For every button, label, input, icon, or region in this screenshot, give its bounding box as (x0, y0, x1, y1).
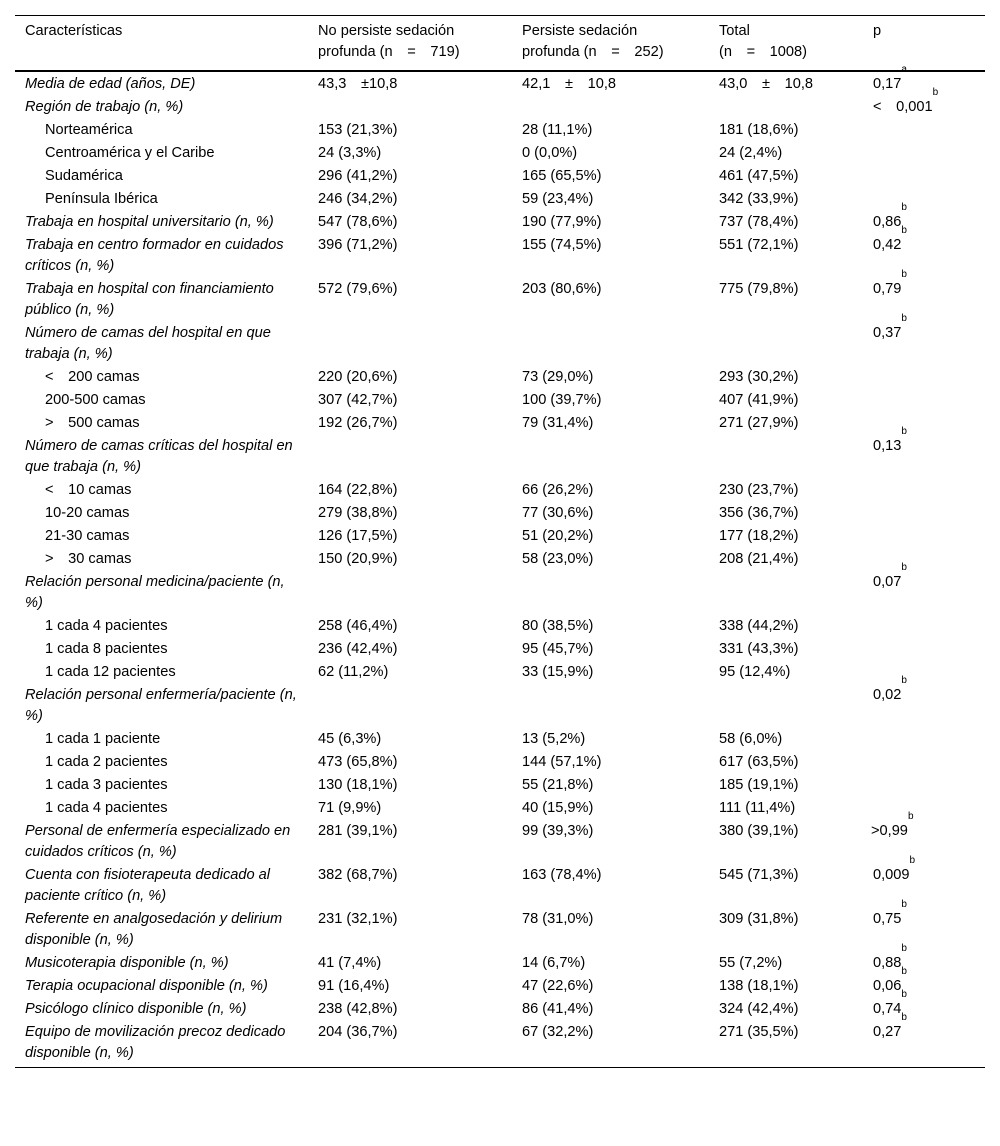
cell-p-value (863, 943, 985, 975)
p-value: 0,06 (873, 978, 902, 994)
cell-p-value (863, 966, 985, 998)
cell-persiste: 59 (23,4%) (522, 191, 594, 207)
table-row (15, 278, 985, 322)
cell-total: 271 (27,9%) (719, 415, 799, 431)
p-footnote-mark: b (901, 225, 907, 236)
cell-p-value (863, 502, 985, 525)
cell-no-persiste: 572 (79,6%) (318, 281, 398, 297)
cell-p-value (863, 188, 985, 211)
table-row (15, 234, 985, 278)
p-value: 0,37 (873, 325, 902, 341)
table-row (15, 797, 985, 820)
cell-persiste: 14 (6,7%) (522, 955, 586, 971)
row-label: 1 cada 4 pacientes (45, 618, 168, 634)
p-footnote-mark: b (901, 899, 907, 910)
table-row (15, 684, 985, 728)
p-value: 0,13 (873, 438, 902, 454)
table-row (15, 479, 985, 502)
cell-p-value (863, 811, 985, 864)
cell-no-persiste: 231 (32,1%) (318, 911, 398, 927)
cell-p-value (863, 426, 985, 479)
table-row (15, 412, 985, 435)
cell-p-value (863, 64, 985, 96)
cell-p-value (863, 366, 985, 389)
row-label: > 30 camas (45, 551, 132, 567)
cell-no-persiste: 71 (9,9%) (318, 800, 382, 816)
cell-persiste (512, 435, 709, 479)
row-label: 10-20 camas (45, 505, 130, 521)
cell-total: 338 (44,2%) (719, 618, 799, 634)
cell-persiste: 190 (77,9%) (522, 214, 602, 230)
cell-no-persiste: 307 (42,7%) (318, 392, 398, 408)
cell-no-persiste: 246 (34,2%) (318, 191, 398, 207)
table-row (15, 638, 985, 661)
row-label: Terapia ocupacional disponible (n, %) (25, 978, 268, 994)
cell-total: 737 (78,4%) (719, 214, 799, 230)
cell-total (709, 435, 863, 479)
table-row (15, 525, 985, 548)
p-value: 0,86 (873, 214, 902, 230)
cell-persiste: 165 (65,5%) (522, 168, 602, 184)
cell-p-value (863, 412, 985, 435)
p-footnote-mark: b (901, 675, 907, 686)
cell-p-value (863, 313, 985, 366)
cell-persiste: 55 (21,8%) (522, 777, 594, 793)
cell-no-persiste: 43,3 ±10,8 (318, 76, 398, 92)
cell-p-value (863, 1012, 985, 1068)
table-row (15, 998, 985, 1021)
table-container (15, 15, 985, 1068)
cell-persiste (512, 571, 709, 615)
row-label: Península Ibérica (45, 191, 158, 207)
cell-total (709, 96, 863, 119)
cell-persiste: 99 (39,3%) (522, 823, 594, 839)
table-row (15, 165, 985, 188)
header-no-persiste: No persiste sedación profunda (n = 719) (318, 23, 460, 60)
p-footnote-mark: b (901, 269, 907, 280)
cell-no-persiste: 62 (11,2%) (318, 664, 389, 680)
cell-persiste (512, 96, 709, 119)
p-value: 0,17 (873, 76, 902, 92)
row-label: Relación personal medicina/paciente (n, %) (25, 574, 285, 611)
cell-persiste: 13 (5,2%) (522, 731, 586, 747)
cell-p-value (863, 728, 985, 751)
table-row (15, 774, 985, 797)
table-row (15, 211, 985, 234)
cell-persiste: 100 (39,7%) (522, 392, 602, 408)
p-value: 0,79 (873, 281, 902, 297)
cell-total: 111 (11,4%) (719, 800, 796, 816)
cell-p-value (863, 899, 985, 952)
cell-no-persiste: 547 (78,6%) (318, 214, 398, 230)
cell-p-value (863, 548, 985, 571)
cell-persiste: 0 (0,0%) (522, 145, 578, 161)
cell-total: 617 (63,5%) (719, 754, 799, 770)
row-label: 200-500 camas (45, 392, 146, 408)
table-row (15, 366, 985, 389)
row-label: Trabaja en centro formador en cuidados críticos (n, %) (25, 237, 284, 274)
cell-persiste: 203 (80,6%) (522, 281, 602, 297)
cell-total: 324 (42,4%) (719, 1001, 799, 1017)
p-footnote-mark: b (901, 989, 907, 1000)
cell-persiste: 67 (32,2%) (522, 1024, 594, 1040)
row-label: Región de trabajo (n, %) (25, 99, 184, 115)
row-label: Cuenta con fisioterapeuta dedicado al paciente crítico (n, %) (25, 867, 271, 904)
p-footnote-mark: b (901, 426, 907, 437)
cell-no-persiste: 164 (22,8%) (318, 482, 398, 498)
cell-persiste: 28 (11,1%) (522, 122, 593, 138)
p-footnote-mark: b (909, 855, 916, 866)
row-label: Centroamérica y el Caribe (45, 145, 215, 161)
cell-total: 208 (21,4%) (719, 551, 799, 567)
table-row (15, 188, 985, 211)
cell-no-persiste: 279 (38,8%) (318, 505, 398, 521)
cell-total (709, 684, 863, 728)
p-value: < 0,001 (873, 99, 933, 115)
cell-p-value (863, 119, 985, 142)
cell-no-persiste (308, 435, 512, 479)
table-row (15, 435, 985, 479)
row-label: Número de camas críticas del hospital en que trabaja (n, %) (25, 438, 293, 475)
row-label: 21-30 camas (45, 528, 130, 544)
cell-total: 380 (39,1%) (719, 823, 799, 839)
p-footnote-mark: b (901, 943, 907, 954)
cell-no-persiste: 238 (42,8%) (318, 1001, 398, 1017)
row-label: 1 cada 2 pacientes (45, 754, 168, 770)
table-row (15, 751, 985, 774)
cell-total: 551 (72,1%) (719, 237, 799, 253)
row-label: Trabaja en hospital universitario (n, %) (25, 214, 274, 230)
row-label: < 10 camas (45, 482, 132, 498)
cell-total (709, 571, 863, 615)
cell-no-persiste: 126 (17,5%) (318, 528, 398, 544)
cell-persiste: 47 (22,6%) (522, 978, 594, 994)
table-row (15, 952, 985, 975)
p-value: 0,75 (873, 911, 902, 927)
cell-total: 271 (35,5%) (719, 1024, 799, 1040)
cell-persiste: 51 (20,2%) (522, 528, 594, 544)
table-row (15, 71, 985, 96)
cell-total: 461 (47,5%) (719, 168, 799, 184)
cell-no-persiste: 41 (7,4%) (318, 955, 382, 971)
table-row (15, 864, 985, 908)
p-value: >0,99 (871, 823, 908, 839)
row-label: 1 cada 4 pacientes (45, 800, 168, 816)
table-row (15, 548, 985, 571)
cell-no-persiste: 204 (36,7%) (318, 1024, 398, 1040)
characteristics-table (15, 15, 985, 1068)
cell-total: 95 (12,4%) (719, 664, 791, 680)
cell-persiste: 144 (57,1%) (522, 754, 602, 770)
table-row (15, 322, 985, 366)
p-value: 0,88 (873, 955, 902, 971)
cell-p-value (863, 661, 985, 684)
cell-no-persiste: 396 (71,2%) (318, 237, 398, 253)
p-footnote-mark: b (932, 87, 939, 98)
row-label: 1 cada 1 paciente (45, 731, 161, 747)
cell-p-value (863, 774, 985, 797)
table-row (15, 908, 985, 952)
cell-no-persiste: 382 (68,7%) (318, 867, 398, 883)
row-label: Norteamérica (45, 122, 133, 138)
cell-persiste: 79 (31,4%) (522, 415, 594, 431)
cell-p-value (863, 202, 985, 234)
p-footnote-mark: b (901, 966, 907, 977)
cell-p-value (863, 165, 985, 188)
row-label: < 200 camas (45, 369, 140, 385)
cell-no-persiste: 220 (20,6%) (318, 369, 398, 385)
header-p: p (873, 23, 882, 39)
cell-total: 185 (19,1%) (719, 777, 799, 793)
row-label: Número de camas del hospital en que trabaja (n, %) (25, 325, 271, 362)
cell-no-persiste: 91 (16,4%) (318, 978, 390, 994)
cell-persiste: 58 (23,0%) (522, 551, 594, 567)
cell-persiste: 163 (78,4%) (522, 867, 602, 883)
table-row (15, 571, 985, 615)
row-label: Media de edad (años, DE) (25, 76, 196, 92)
cell-p-value (863, 797, 985, 820)
cell-persiste: 77 (30,6%) (522, 505, 594, 521)
cell-total: 331 (43,3%) (719, 641, 799, 657)
cell-total: 55 (7,2%) (719, 955, 783, 971)
cell-no-persiste: 45 (6,3%) (318, 731, 382, 747)
p-footnote-mark: b (901, 313, 907, 324)
cell-persiste (512, 684, 709, 728)
table-row (15, 728, 985, 751)
table-row (15, 975, 985, 998)
cell-no-persiste: 24 (3,3%) (318, 145, 382, 161)
row-label: Referente en analgosedación y delirium disponible (n, %) (25, 911, 283, 948)
p-value: 0,07 (873, 574, 902, 590)
table-row (15, 142, 985, 165)
cell-no-persiste: 150 (20,9%) (318, 551, 398, 567)
cell-no-persiste: 258 (46,4%) (318, 618, 398, 634)
cell-no-persiste (308, 322, 512, 366)
cell-total: 293 (30,2%) (719, 369, 799, 385)
cell-no-persiste (308, 684, 512, 728)
cell-persiste (512, 322, 709, 366)
cell-total: 58 (6,0%) (719, 731, 783, 747)
table-row (15, 119, 985, 142)
table-row (15, 615, 985, 638)
table-row (15, 389, 985, 412)
p-footnote-mark: b (907, 811, 914, 822)
cell-total: 309 (31,8%) (719, 911, 799, 927)
row-label: 1 cada 8 pacientes (45, 641, 168, 657)
header-persiste: Persiste sedación profunda (n = 252) (522, 23, 664, 60)
cell-p-value (863, 269, 985, 322)
row-label: Personal de enfermería especializado en cuidados críticos (n, %) (25, 823, 291, 860)
cell-no-persiste: 281 (39,1%) (318, 823, 398, 839)
row-label: Psicólogo clínico disponible (n, %) (25, 1001, 247, 1017)
row-label: 1 cada 3 pacientes (45, 777, 168, 793)
cell-p-value (863, 751, 985, 774)
cell-no-persiste: 130 (18,1%) (318, 777, 398, 793)
table-row (15, 661, 985, 684)
cell-persiste: 95 (45,7%) (522, 641, 594, 657)
cell-persiste: 86 (41,4%) (522, 1001, 594, 1017)
p-footnote-mark: a (901, 64, 907, 75)
cell-no-persiste: 473 (65,8%) (318, 754, 398, 770)
cell-p-value (863, 389, 985, 412)
cell-total (709, 322, 863, 366)
row-label: 1 cada 12 pacientes (45, 664, 176, 680)
cell-total: 181 (18,6%) (719, 122, 799, 138)
p-value: 0,42 (873, 237, 902, 253)
p-footnote-mark: b (901, 1012, 907, 1023)
row-label: Trabaja en hospital con financiamiento público (n, %) (25, 281, 274, 318)
table-row (15, 820, 985, 864)
row-label: Musicoterapia disponible (n, %) (25, 955, 229, 971)
cell-persiste: 155 (74,5%) (522, 237, 602, 253)
cell-persiste: 42,1 ± 10,8 (522, 76, 617, 92)
p-value: 0,27 (873, 1024, 902, 1040)
table-header (15, 16, 985, 72)
p-footnote-mark: b (901, 562, 907, 573)
row-label: Relación personal enfermería/paciente (n, %) (25, 687, 297, 724)
p-value: 0,02 (873, 687, 902, 703)
p-value: 0,74 (873, 1001, 902, 1017)
cell-persiste: 80 (38,5%) (522, 618, 594, 634)
table-row (15, 96, 985, 119)
row-label: Sudamérica (45, 168, 123, 184)
cell-no-persiste: 192 (26,7%) (318, 415, 398, 431)
cell-no-persiste (308, 571, 512, 615)
cell-p-value (863, 638, 985, 661)
cell-persiste: 73 (29,0%) (522, 369, 594, 385)
cell-total: 230 (23,7%) (719, 482, 799, 498)
cell-p-value (863, 615, 985, 638)
cell-total: 545 (71,3%) (719, 867, 799, 883)
cell-persiste: 33 (15,9%) (522, 664, 594, 680)
cell-total: 24 (2,4%) (719, 145, 783, 161)
cell-no-persiste (308, 96, 512, 119)
table-row (15, 1021, 985, 1068)
table-row (15, 502, 985, 525)
cell-total: 342 (33,9%) (719, 191, 799, 207)
cell-total: 43,0 ± 10,8 (719, 76, 814, 92)
p-footnote-mark: b (901, 202, 907, 213)
cell-p-value (863, 479, 985, 502)
cell-p-value (863, 225, 985, 278)
cell-p-value (863, 562, 985, 615)
row-label: Equipo de movilización precoz dedicado disponible (n, %) (25, 1024, 286, 1061)
cell-total: 775 (79,8%) (719, 281, 799, 297)
cell-p-value (863, 87, 985, 119)
cell-p-value (863, 855, 985, 908)
cell-p-value (863, 675, 985, 728)
cell-total: 356 (36,7%) (719, 505, 799, 521)
cell-persiste: 78 (31,0%) (522, 911, 594, 927)
cell-p-value (863, 142, 985, 165)
header-total: Total (n = 1008) (719, 23, 808, 60)
cell-total: 177 (18,2%) (719, 528, 799, 544)
cell-p-value (863, 989, 985, 1021)
row-label: > 500 camas (45, 415, 140, 431)
header-row (15, 16, 985, 72)
cell-no-persiste: 153 (21,3%) (318, 122, 398, 138)
cell-total: 138 (18,1%) (719, 978, 799, 994)
cell-persiste: 40 (15,9%) (522, 800, 594, 816)
cell-p-value (863, 525, 985, 548)
cell-total: 407 (41,9%) (719, 392, 799, 408)
cell-persiste: 66 (26,2%) (522, 482, 594, 498)
cell-no-persiste: 296 (41,2%) (318, 168, 398, 184)
header-characteristics: Características (25, 23, 123, 39)
table-body (15, 64, 985, 1068)
p-value: 0,009 (873, 867, 910, 883)
cell-no-persiste: 236 (42,4%) (318, 641, 398, 657)
